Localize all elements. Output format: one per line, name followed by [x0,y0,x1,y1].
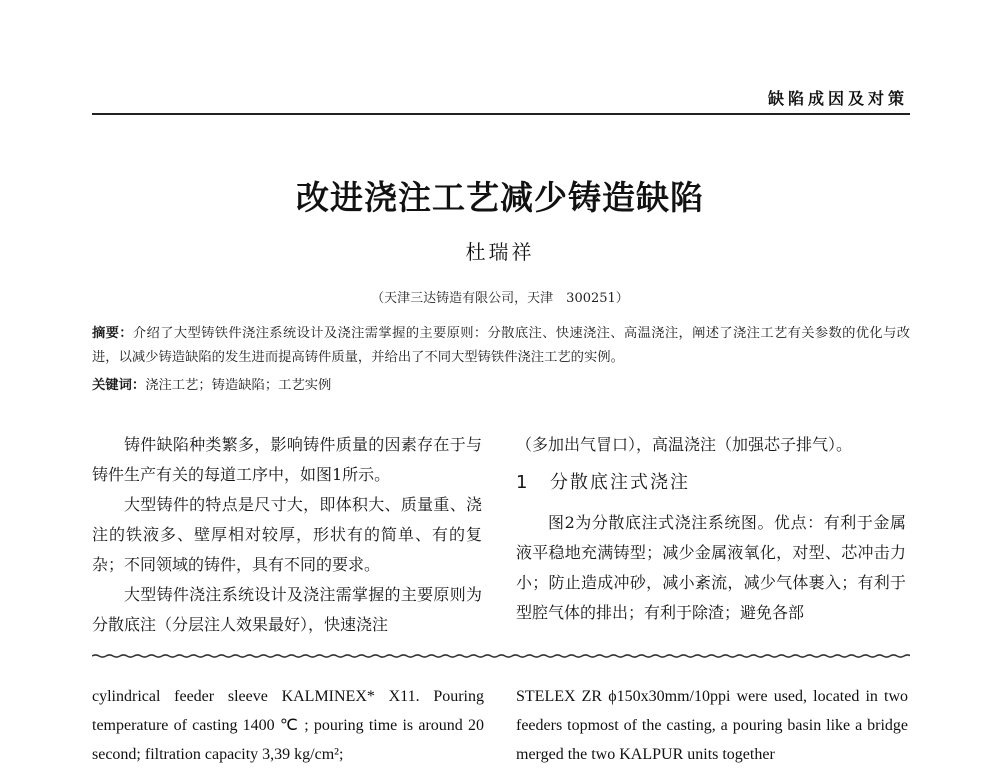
body-paragraph: 铸件缺陷种类繁多，影响铸件质量的因素存在于与铸件生产有关的每道工序中，如图1所示。 [92,435,482,484]
keywords [92,376,910,396]
body-paragraph: 大型铸件的特点是尺寸大，即体积大、质量重、浇注的铁液多、壁厚相对较厚，形状有的简单、有的复杂；不同领域的铸件，具有不同的要求。 [92,495,482,574]
body-paragraph: 大型铸件浇注系统设计及浇注需掌握的主要原则为分散底注（分层注人效果最好），快速浇注 [92,585,482,634]
journal-section-label: 缺陷成因及对策 [767,89,908,108]
english-paragraph: cylindrical feeder sleeve KALMINEX* X11. Pouring temperature of casting 1400 ℃ ; pouring time is around 20 second; filtration capacity 3,39 kg/cm²; [92,688,484,763]
keywords-label: 关键词： [92,378,146,393]
author-affiliation: （天津三达铸造有限公司，天津 300251） [371,291,629,306]
english-column-left [92,682,484,769]
article-title: 改进浇注工艺减少铸造缺陷 [296,178,704,217]
english-column-right [516,682,908,769]
section-number: 1 [516,472,530,493]
wavy-separator [92,651,910,661]
abstract-label: 摘要： [92,326,133,341]
body-column-left [92,430,482,640]
section-title: 分散底注式浇注 [550,472,690,493]
section-heading [516,466,906,500]
body-paragraph: 图2为分散底注式浇注系统图。优点：有利于金属液平稳地充满铸型；减少金属液氧化，对型、芯冲击力小；防止造成冲砂，减小紊流，减少气体裹入；有利于型腔气体的排出；有利于除渣；避免各部 [516,513,906,622]
body-paragraph-continuation: （多加出气冒口），高温浇注（加强芯子排气）。 [516,435,853,454]
body-column-right [516,430,906,628]
keywords-text: 浇注工艺；铸造缺陷；工艺实例 [145,378,332,393]
english-paragraph: STELEX ZR ϕ150x30mm/10ppi were used, located in two feeders topmost of the casting, a pouring basin like a bridge merged the two KALPUR units together [516,688,908,763]
abstract-text: 介绍了大型铸铁件浇注系统设计及浇注需掌握的主要原则：分散底注、快速浇注、高温浇注，阐述了浇注工艺有关参数的优化与改进，以减少铸造缺陷的发生进而提高铸件质量，并给出了不同大型铸铁件浇注工艺的实例。 [92,326,911,365]
header-rule [92,113,910,115]
abstract [92,322,910,370]
article-author: 杜瑞祥 [465,240,535,264]
